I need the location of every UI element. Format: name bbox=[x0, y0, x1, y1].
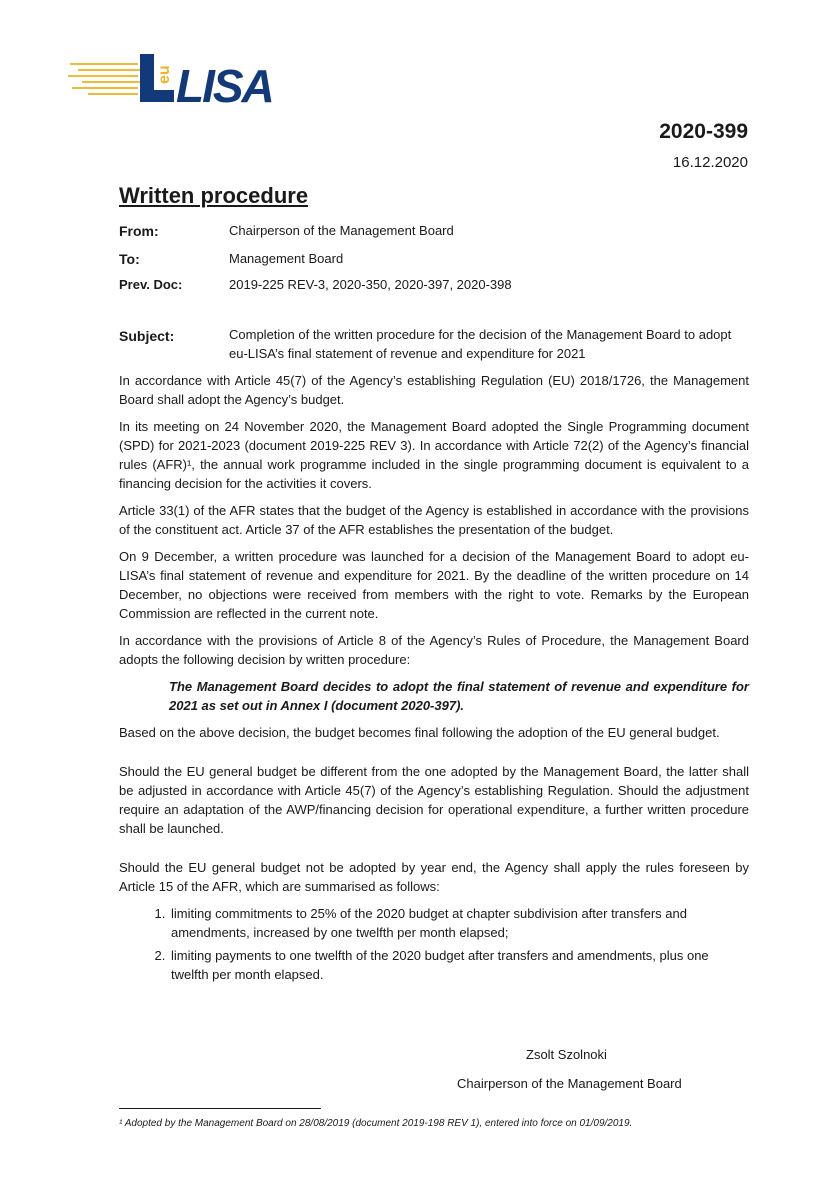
paragraph: In its meeting on 24 November 2020, the Management Board adopted the Single Programming document (SPD) for 2021-2023 (document 2019-225 REV 3). In accordance with Article 72(2) of the Agency’s financial rules (AFR)¹, the annual work programme included in the single programming document is equivalent to a financing decision for the activities it covers. bbox=[119, 419, 749, 491]
rules-list bbox=[119, 904, 749, 984]
document-date: 16.12.2020 bbox=[672, 154, 748, 171]
paragraph: On 9 December, a written procedure was launched for a decision of the Management Board to adopt eu-LISA’s final statement of revenue and expenditure for 2021. By the deadline of the written procedure on 14 December, no objections were received from members with the right to vote. Remarks by the European Commission are reflected in the current note. bbox=[119, 549, 749, 621]
paragraph: Should the EU general budget be different from the one adopted by the Management Board, the latter shall be adjusted in accordance with Article 45(7) of the Agency’s establishing Regulation. Should the adjustment require an adaptation of the AWP/financing decision for operational expenditure, a further written procedure shall be launched. bbox=[119, 764, 749, 836]
page-title: Written procedure bbox=[119, 183, 309, 208]
meta-key: To: bbox=[119, 251, 140, 267]
list-item: 1. limiting commitments to 25% of the 2020 budget at chapter subdivision after transfers and amendments, increased by one twelfth per month elapsed; bbox=[169, 904, 749, 942]
paragraph: In accordance with Article 45(7) of the Agency’s establishing Regulation (EU) 2018/1726, the Management Board shall adopt the Agency’s budget. bbox=[119, 373, 749, 407]
footnote-divider bbox=[119, 1108, 321, 1109]
decision-text: The Management Board decides to adopt the final statement of revenue and expenditure for 2021 as set out in Annex I (document 2020-397). bbox=[169, 679, 749, 713]
paragraph: Should the EU general budget not be adopted by year end, the Agency shall apply the rules foreseen by Article 15 of the AFR, which are summarised as follows: bbox=[119, 860, 749, 894]
paragraph: Article 33(1) of the AFR states that the budget of the Agency is established in accordance with the provisions of the constituent act. Article 37 of the AFR establishes the presentation of the budget. bbox=[119, 503, 749, 537]
document-body bbox=[119, 371, 749, 988]
meta-key: Prev. Doc: bbox=[119, 277, 183, 292]
paragraph: Based on the above decision, the budget becomes final following the adoption of the EU general budget. bbox=[119, 725, 720, 740]
meta-value: 2019-225 REV-3, 2020-350, 2020-397, 2020-398 bbox=[229, 277, 512, 292]
signatory-role: Chairperson of the Management Board bbox=[457, 1076, 682, 1091]
meta-key: From: bbox=[119, 223, 159, 239]
signatory-name: Zsolt Szolnoki bbox=[526, 1047, 607, 1062]
eu-lisa-logo bbox=[68, 48, 284, 108]
subject-text: Completion of the written procedure for the decision of the Management Board to adopt eu-LISA’s final statement of revenue and expenditure for 2021 bbox=[229, 327, 732, 361]
document-number: 2020-399 bbox=[659, 120, 748, 143]
meta-value: Management Board bbox=[229, 251, 344, 266]
logo-mark-text: eu bbox=[156, 65, 173, 84]
subject-label: Subject: bbox=[119, 328, 175, 344]
logo-brand-text: LISA bbox=[176, 60, 273, 108]
paragraph: In accordance with the provisions of Article 8 of the Agency’s Rules of Procedure, the Management Board adopts the following decision by written procedure: bbox=[119, 633, 749, 667]
footnote: ¹ Adopted by the Management Board on 28/08/2019 (document 2019-198 REV 1), entered into force on 01/09/2019. bbox=[119, 1118, 633, 1129]
list-item: 2. limiting payments to one twelfth of the 2020 budget after transfers and amendments, plus one twelfth per month elapsed. bbox=[169, 946, 749, 984]
meta-value: Chairperson of the Management Board bbox=[229, 223, 454, 238]
